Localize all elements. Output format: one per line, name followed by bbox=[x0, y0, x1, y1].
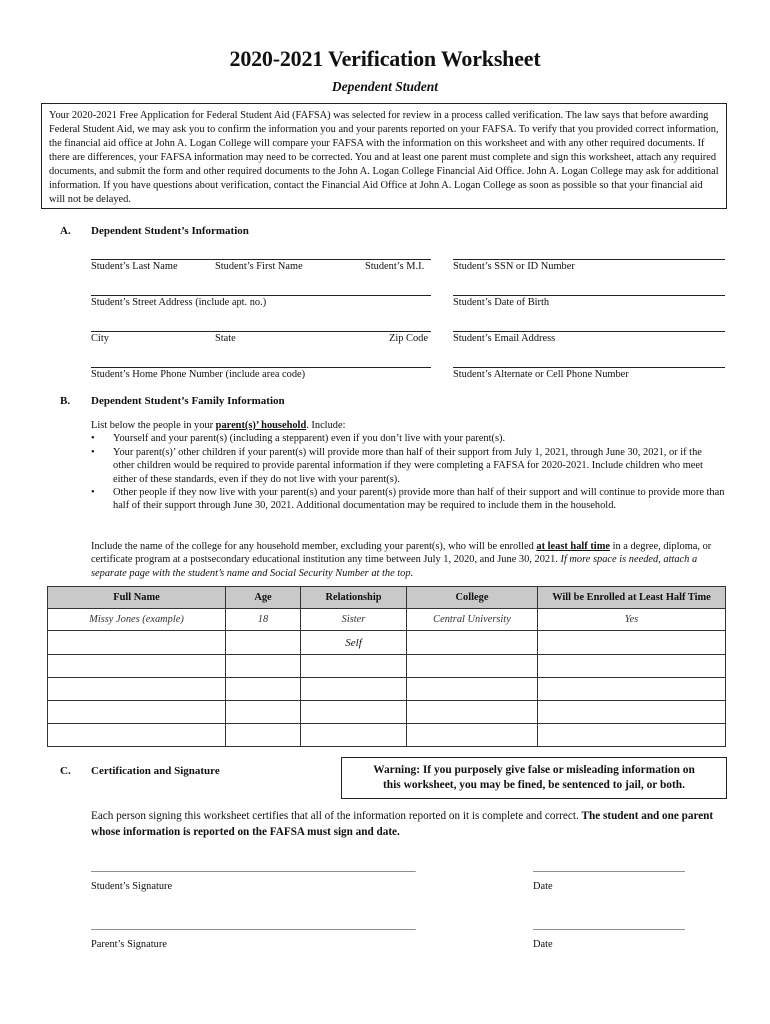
example-half-time: Yes bbox=[538, 609, 726, 631]
self-relationship-cell: Self bbox=[301, 631, 407, 655]
date-of-birth-field[interactable] bbox=[453, 295, 725, 296]
header-relationship: Relationship bbox=[301, 587, 407, 609]
table-cell-input[interactable] bbox=[226, 701, 301, 724]
student-ssn-field[interactable] bbox=[453, 259, 725, 260]
table-cell-input[interactable] bbox=[538, 701, 726, 724]
table-cell-input[interactable] bbox=[48, 724, 226, 747]
table-cell-input[interactable] bbox=[226, 631, 301, 655]
table-cell-input[interactable] bbox=[538, 678, 726, 701]
list-item: • Yourself and your parent(s) (including a stepparent) even if you don’t live with your parent(s). bbox=[91, 432, 725, 445]
household-lead: List below the people in your parent(s)’ household. Include: bbox=[91, 420, 346, 431]
table-cell-input[interactable] bbox=[226, 724, 301, 747]
example-name: Missy Jones (example) bbox=[48, 609, 226, 631]
college-note: Include the name of the college for any household member, excluding your parent(s), who will be enrolled at least half time in a degree, diploma, or certificate program at a postsecondary educational institution any time between July 1, 2020, and June 30, 2021. If more space is needed, attach a separate page with the student’s name and Social Security Number at the top. bbox=[91, 541, 712, 579]
section-a-title: Dependent Student’s Information bbox=[91, 225, 249, 237]
table-cell-input[interactable] bbox=[48, 701, 226, 724]
student-signature-field[interactable]: ____________________________________________________________ bbox=[91, 864, 416, 875]
warning-box bbox=[341, 757, 727, 799]
table-cell-input[interactable] bbox=[538, 655, 726, 678]
table-row-example bbox=[48, 609, 726, 631]
table-cell-input[interactable] bbox=[407, 631, 538, 655]
table-cell-input[interactable] bbox=[538, 631, 726, 655]
table-row bbox=[48, 701, 726, 724]
header-full-name: Full Name bbox=[48, 587, 226, 609]
table-cell-input[interactable] bbox=[226, 655, 301, 678]
ssn-label: Student’s SSN or ID Number bbox=[453, 261, 575, 272]
first-name-label: Student’s First Name bbox=[215, 261, 303, 272]
table-cell-input[interactable] bbox=[48, 631, 226, 655]
parent-signature-label: Parent’s Signature bbox=[91, 939, 167, 950]
home-phone-label: Student’s Home Phone Number (include area code) bbox=[91, 369, 306, 380]
table-cell-input[interactable] bbox=[301, 678, 407, 701]
parent-date-label: Date bbox=[533, 939, 553, 950]
student-signature-label: Student’s Signature bbox=[91, 881, 173, 892]
zip-label: Zip Code bbox=[389, 333, 428, 344]
email-label: Student’s Email Address bbox=[453, 333, 556, 344]
street-address-label: Student’s Street Address (include apt. no.) bbox=[91, 297, 267, 308]
table-row bbox=[48, 678, 726, 701]
parent-date-field[interactable]: ____________________________ bbox=[533, 922, 685, 933]
example-college: Central University bbox=[407, 609, 538, 631]
date-of-birth-label: Student’s Date of Birth bbox=[453, 297, 550, 308]
section-b-title: Dependent Student’s Family Information bbox=[91, 395, 285, 407]
household-bullets bbox=[91, 432, 725, 512]
table-cell-input[interactable] bbox=[301, 655, 407, 678]
table-cell-input[interactable] bbox=[407, 701, 538, 724]
warning-line-2: this worksheet, you may be fined, be sentenced to jail, or both. bbox=[383, 779, 685, 791]
city-state-zip-field[interactable] bbox=[91, 331, 431, 332]
table-cell-input[interactable] bbox=[407, 678, 538, 701]
section-a-letter: A. bbox=[60, 225, 71, 237]
header-half-time: Will be Enrolled at Least Half Time bbox=[538, 587, 726, 609]
table-cell-input[interactable] bbox=[301, 724, 407, 747]
student-name-field[interactable] bbox=[91, 259, 431, 260]
table-header-row bbox=[48, 587, 726, 609]
alt-phone-field[interactable] bbox=[453, 367, 725, 368]
table-row bbox=[48, 655, 726, 678]
student-date-field[interactable]: ____________________________ bbox=[533, 864, 685, 875]
table-row bbox=[48, 724, 726, 747]
section-c-letter: C. bbox=[60, 765, 71, 777]
page-subtitle: Dependent Student bbox=[331, 79, 439, 94]
table-cell-input[interactable] bbox=[407, 724, 538, 747]
section-c-title: Certification and Signature bbox=[91, 765, 220, 777]
home-phone-field[interactable] bbox=[91, 367, 431, 368]
alt-phone-label: Student’s Alternate or Cell Phone Number bbox=[453, 369, 629, 380]
mi-label: Student’s M.I. bbox=[365, 261, 425, 272]
table-cell-input[interactable] bbox=[301, 701, 407, 724]
household-table bbox=[47, 586, 726, 747]
warning-line-1: Warning: If you purposely give false or misleading information on bbox=[373, 764, 695, 776]
page-title: 2020-2021 Verification Worksheet bbox=[229, 46, 541, 71]
table-cell-input[interactable] bbox=[48, 655, 226, 678]
header-age: Age bbox=[226, 587, 301, 609]
email-field[interactable] bbox=[453, 331, 725, 332]
city-label: City bbox=[91, 333, 109, 344]
certification-text: Each person signing this worksheet certifies that all of the information reported on it is complete and correct. The student and one parent whose information is reported on the FAFSA must sign and date. bbox=[91, 810, 714, 838]
parent-signature-field[interactable]: ____________________________________________________________ bbox=[91, 922, 416, 933]
street-address-field[interactable] bbox=[91, 295, 431, 296]
state-label: State bbox=[215, 333, 236, 344]
example-age: 18 bbox=[226, 609, 301, 631]
list-item: • Your parent(s)’ other children if your parent(s) will provide more than half of their support from July 1, 2021, through June 30, 2021, or if the other children would be required to provide parental information if they were completing a FAFSA for 2020-2021. Include children who meet either of these standards, even if they do not live with your parent(s). bbox=[91, 446, 725, 486]
table-cell-input[interactable] bbox=[407, 655, 538, 678]
last-name-label: Student’s Last Name bbox=[91, 261, 178, 272]
intro-notice: Your 2020-2021 Free Application for Federal Student Aid (FAFSA) was selected for review in a process called verification. The law says that before awarding Federal Student Aid, we may ask you to confirm the information you and your parents reported on your FAFSA. To verify that you provided correct information, the financial aid office at John A. Logan College will compare your FAFSA with the information on this worksheet and with any other required documents. If there are differences, your FAFSA information may need to be corrected. You and at least one parent must complete and sign this worksheet, attach any required documents, and submit the form and other required documents to the John A. Logan College Financial Aid Office. John A. Logan College may ask for additional information. If you have questions about verification, contact the Financial Aid Office at John A. Logan College as soon as possible so that your financial aid will not be delayed. bbox=[41, 103, 727, 209]
header-college: College bbox=[407, 587, 538, 609]
table-cell-input[interactable] bbox=[226, 678, 301, 701]
section-b-letter: B. bbox=[60, 395, 71, 407]
example-relationship: Sister bbox=[301, 609, 407, 631]
student-date-label: Date bbox=[533, 881, 553, 892]
table-row bbox=[48, 631, 726, 655]
table-cell-input[interactable] bbox=[48, 678, 226, 701]
list-item: • Other people if they now live with your parent(s) and your parent(s) provide more than half of their support and will continue to provide more than half of their support through June 30, 2021. Additional documentation may be required to include them in the household. bbox=[91, 486, 725, 513]
table-cell-input[interactable] bbox=[538, 724, 726, 747]
household-instructions bbox=[91, 419, 725, 513]
